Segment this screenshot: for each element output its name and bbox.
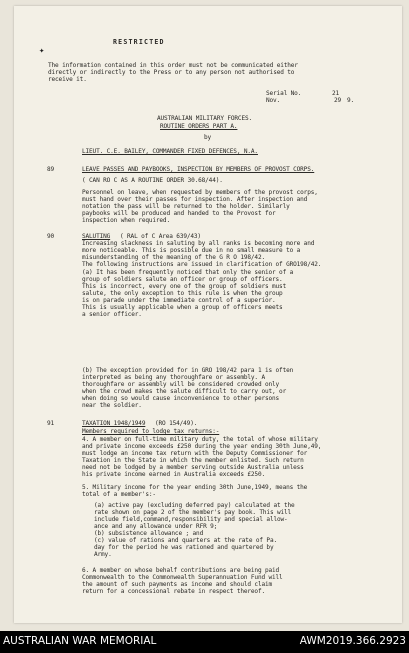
sub-item-text: This is incorrect, every one of the group of soldiers must [82, 283, 287, 290]
item-reference: ( CAN RO C AS A ROUTINE ORDER 30.68/44). [82, 177, 223, 184]
classification-label: RESTRICTED [113, 38, 165, 46]
sub-item-text: (a) active pay (excluding deferred pay) calculated at the [94, 502, 295, 509]
item-reference: ( RAL of C Area 639/43) [120, 233, 201, 240]
date-day: 29 [334, 97, 342, 104]
serial-label: Serial No. [266, 90, 302, 97]
item-heading: SALUTING [82, 233, 111, 240]
sub-item-text: (a) It has been frequently noticed that only the senior of a [82, 269, 294, 276]
archive-footer [0, 631, 409, 653]
item-subheading: Members required to lodge tax returns:- [82, 428, 220, 435]
item-text: total of a member's:- [82, 491, 156, 498]
item-number: 89 [47, 166, 55, 173]
item-text: need not be lodged by a member serving outside Australia unless [82, 464, 304, 471]
sub-item-text: when the crowd makes the salute difficult to carry out, or [82, 388, 287, 395]
date-label: Nov. [266, 97, 281, 104]
item-text: must lodge an income tax return with the Deputy Commissioner for [82, 450, 308, 457]
notice-line: directly or indirectly to the Press or to any person not authorised to [48, 69, 295, 76]
sub-item-text: thoroughfare or assembly will be considered crowded only [82, 381, 280, 388]
item-text: The following instructions are issued in clarification of GRO198/42. [82, 261, 322, 268]
footer-accession-number: AWM2019.366.2923 [299, 635, 406, 647]
sub-item-text: include field,command,responsibility and special allow- [94, 516, 288, 523]
item-number: 91 [47, 420, 55, 427]
title-line-2: ROUTINE ORDERS PART A. [160, 123, 238, 130]
item-text: Increasing slackness in saluting by all ranks is becoming more and [82, 240, 315, 247]
item-reference: (RO 154/49). [155, 420, 198, 427]
title-by: by [204, 134, 212, 141]
sub-item-text: (c) value of rations and quarters at the rate of Pa. [94, 537, 277, 544]
sub-item-text: salute, the only exception to this rule is when the group [82, 290, 283, 297]
sub-item-text: ance and any allowance under RFR 9; [94, 523, 218, 530]
item-text: and private income exceeds £250 during the year ending 30th June,49, [82, 443, 322, 450]
item-text: inspection when required. [82, 217, 170, 224]
item-number: 90 [47, 233, 55, 240]
sub-item-text: near the soldier. [82, 402, 142, 409]
sub-item-text: This is usually applicable when a group of officers meets [82, 304, 283, 311]
item-text: 5. Military income for the year ending 30th June,1949, means the [82, 484, 308, 491]
item-text: his private income earned in Australia exceeds £250. [82, 471, 265, 478]
sub-item-text: day for the period he was rationed and quartered by [94, 544, 274, 551]
notice-line: The information contained in this order must not be communicated either [48, 62, 298, 69]
item-text: 4. A member on full-time military duty, the total of whose military [82, 436, 318, 443]
item-text: paybooks will be produced and handed to the Provost for [82, 210, 276, 217]
commander-line: LIEUT. C.E. BAILEY, COMMANDER FIXED DEFENCES, N.A. [82, 148, 258, 155]
item-text: notation the pass will be returned to the holder. Similarly [82, 203, 290, 210]
date-year: 9. [347, 97, 355, 104]
notice-line: receive it. [48, 76, 87, 83]
sub-item-text: interpreted as being any thoroughfare or assembly. A [82, 374, 265, 381]
serial-value: 21 [332, 90, 340, 97]
item-text: Personnel on leave, when requested by members of the provost corps, [82, 189, 318, 196]
item-text: 6. A member on whose behalf contributions are being paid [82, 567, 280, 574]
footer-institution: AUSTRALIAN WAR MEMORIAL [3, 635, 157, 647]
item-text: more noticeable. This is possible due in no small measure to a [82, 247, 301, 254]
sub-item-text: is on parade under the immediate control of a superior. [82, 297, 276, 304]
sub-item-text: (b) subsistence allowance ; and [94, 530, 204, 537]
sub-item-text: when doing so would cause inconvenience to other persons [82, 395, 280, 402]
item-text: the amount of such payments as income and should claim [82, 581, 273, 588]
item-text: misunderstanding of the meaning of the G R O 198/42. [82, 254, 265, 261]
title-line-1: AUSTRALIAN MILITARY FORCES. [157, 115, 253, 122]
item-heading: LEAVE PASSES AND PAYBOOKS, INSPECTION BY MEMBERS OF PROVOST CORPS. [82, 166, 315, 173]
sub-item-text: a senior officer. [82, 311, 142, 318]
item-text: return for a concessional rebate in respect thereof. [82, 588, 265, 595]
punch-mark-icon: ✦ [39, 46, 45, 56]
item-text: must hand over their passes for inspection. After inspection and [82, 196, 308, 203]
sub-item-text: (b) The exception provided for in GRO 198/42 para 1 is often [82, 367, 294, 374]
sub-item-text: rate shown on page 2 of the member's pay book. This will [94, 509, 292, 516]
sub-item-text: Army. [94, 551, 112, 558]
item-text: Commonwealth to the Commonwealth Superannuation Fund will [82, 574, 283, 581]
sub-item-text: group of soldiers salute an officer or group of officers. [82, 276, 283, 283]
item-text: Taxation in the State in which the member enlisted. Such return [82, 457, 304, 464]
item-heading: TAXATION 1948/1949 [82, 420, 146, 427]
document-page [14, 6, 402, 623]
